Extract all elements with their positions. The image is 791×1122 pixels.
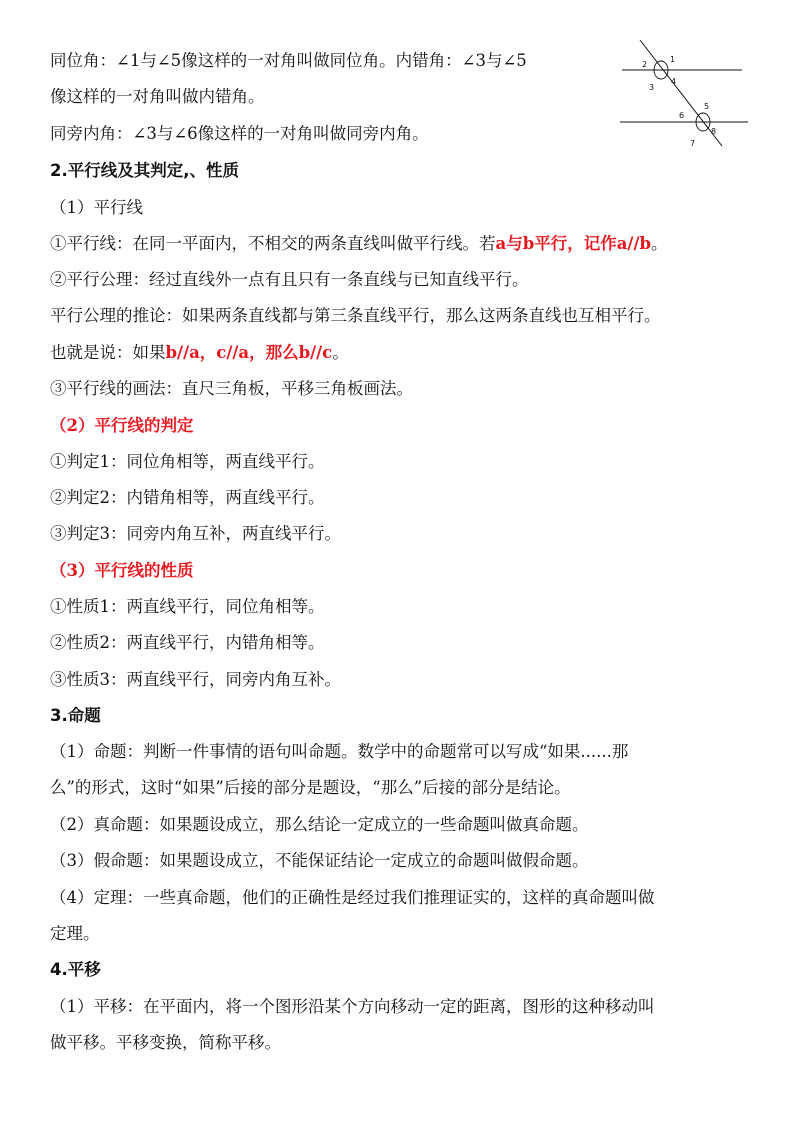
- transversal-line: [640, 40, 722, 146]
- text-span: （1）平移：在平面内，将一个图形沿某个方向移动一定的距离，图形的这种移动叫: [50, 997, 655, 1016]
- text-span: ③性质3：两直线平行，同旁内角互补。: [50, 670, 341, 689]
- parallel-lines-figure: [618, 38, 752, 156]
- text-span: ①性质1：两直线平行，同位角相等。: [50, 597, 325, 616]
- text-line: [50, 270, 529, 290]
- text-line: [50, 343, 349, 363]
- text-span: 做平移。平移变换，简称平移。: [50, 1033, 281, 1052]
- section-heading: [50, 706, 101, 726]
- angle-label-1: 1: [670, 55, 676, 64]
- angle-label-4: 4: [671, 77, 677, 86]
- text-line: [50, 742, 628, 762]
- text-line: [50, 670, 341, 690]
- text-span: ③平行线的画法：直尺三角板，平移三角板画法。: [50, 379, 413, 398]
- text-line: [50, 1033, 281, 1053]
- text-span: 像这样的一对角叫做内错角。: [50, 87, 265, 106]
- text-line: [50, 997, 655, 1017]
- text-span: ②性质2：两直线平行，内错角相等。: [50, 633, 325, 652]
- text-line: [50, 524, 341, 544]
- text-span: 同位角：∠1与∠5像这样的一对角叫做同位角。内错角：∠3与∠5: [50, 51, 527, 70]
- section-heading: [50, 960, 101, 980]
- text-span: 2.平行线及其判定,、性质: [50, 161, 240, 180]
- text-line: [50, 924, 100, 944]
- text-line: [50, 306, 661, 326]
- text-line: [50, 888, 655, 908]
- highlighted-text: （2）平行线的判定: [50, 416, 194, 435]
- text-line: [50, 633, 325, 653]
- text-span: （1）命题：判断一件事情的语句叫命题。数学中的命题常可以写成“如果......那: [50, 742, 629, 761]
- highlighted-text: b//a，c//a，那么b//c: [165, 343, 333, 362]
- text-line: [50, 51, 527, 71]
- text-span: 也就是说：如果: [50, 343, 166, 362]
- text-span: 。: [651, 234, 668, 253]
- angle-label-7: 7: [690, 139, 696, 148]
- section-heading: [50, 161, 239, 181]
- angle-label-6: 6: [679, 111, 685, 120]
- text-span: （4）定理：一些真命题，他们的正确性是经过我们推理证实的，这样的真命题叫做: [50, 888, 655, 907]
- text-line: [50, 124, 429, 144]
- angle-label-2: 2: [642, 60, 648, 69]
- text-line: [50, 234, 668, 254]
- text-line: [50, 416, 193, 436]
- angle-label-3: 3: [649, 83, 655, 92]
- angle-label-5: 5: [704, 102, 710, 111]
- text-line: [50, 488, 325, 508]
- highlighted-text: a与b平行，记作a//b: [495, 234, 652, 253]
- text-span: ②判定2：内错角相等，两直线平行。: [50, 488, 325, 507]
- text-line: [50, 379, 413, 399]
- text-span: ①平行线：在同一平面内，不相交的两条直线叫做平行线。若: [50, 234, 496, 253]
- text-span: ①判定1：同位角相等，两直线平行。: [50, 452, 325, 471]
- text-span: ②平行公理：经过直线外一点有且只有一条直线与已知直线平行。: [50, 270, 529, 289]
- text-line: [50, 452, 325, 472]
- transversal-diagram: [618, 38, 752, 156]
- highlighted-text: （3）平行线的性质: [50, 561, 194, 580]
- text-line: [50, 561, 193, 581]
- text-span: 么”的形式，这时“如果”后接的部分是题设，“那么”后接的部分是结论。: [50, 778, 571, 797]
- text-line: [50, 87, 265, 107]
- text-line: [50, 815, 589, 835]
- text-line: [50, 778, 571, 798]
- text-span: （1）平行线: [50, 198, 143, 217]
- text-span: （2）真命题：如果题设成立，那么结论一定成立的一些命题叫做真命题。: [50, 815, 589, 834]
- text-span: 3.命题: [50, 706, 101, 725]
- text-span: 定理。: [50, 924, 100, 943]
- text-line: [50, 198, 143, 218]
- text-line: [50, 851, 589, 871]
- text-span: （3）假命题：如果题设成立，不能保证结论一定成立的命题叫做假命题。: [50, 851, 589, 870]
- text-line: [50, 597, 325, 617]
- text-span: 平行公理的推论：如果两条直线都与第三条直线平行，那么这两条直线也互相平行。: [50, 306, 661, 325]
- text-span: 同旁内角：∠3与∠6像这样的一对角叫做同旁内角。: [50, 124, 429, 143]
- text-span: ③判定3：同旁内角互补，两直线平行。: [50, 524, 341, 543]
- text-span: 4.平移: [50, 960, 101, 979]
- text-span: 。: [332, 343, 349, 362]
- angle-label-8: 8: [711, 127, 717, 136]
